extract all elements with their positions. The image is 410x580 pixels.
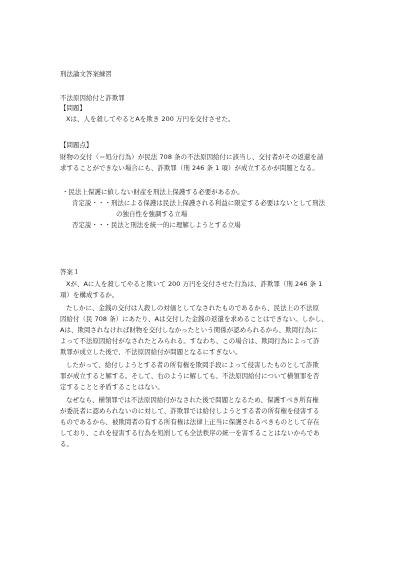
answer-line: したがって、給付しようとする者の所有権を欺罔手段によって侵害したものとして詐欺: [66, 361, 320, 369]
answer-line: 定することと矛盾することはない。: [60, 383, 164, 391]
answer-line: Xが、Aに人を殺してやると欺いて 200 万円を交付させた行為は、詐欺罪（刑 246 条 1: [66, 280, 323, 288]
answer-line: たしかに、金銭の交付は人殺しの対価としてなされたものであるから、民法上の不法原: [66, 304, 320, 312]
issue-heading: 【問題点】: [60, 141, 93, 149]
answer-line: が委託者に認められないのに対して、詐欺罪では給付しようとする者の所有権を侵害する: [60, 407, 320, 415]
theory-line: 肯定説・・・刑法による保護は民法上保護される利益に限定する必要はないとして刑法: [72, 199, 326, 207]
theory-line: 否定説・・・民法と刑法を統一的に理解しようとする立場: [72, 221, 241, 229]
answer-line: 項）を構成するか。: [60, 291, 119, 299]
problem-text: Xは、人を殺してやるとAを欺き 200 万円を交付させた。: [66, 115, 235, 123]
theory-line: ・民法上保護に値しない財産を刑法上保護する必要があるか。: [62, 188, 244, 196]
answer-line: 因給付（民 708 条）にあたり、Aは交付した金銭の返還を求めることはできない。しかし、: [60, 315, 328, 323]
theory-line: の独自性を強調する立場: [116, 210, 188, 218]
answer-line: ものであるから、被欺罔者の有する所有権は法律上正当に保護されるべきものとして存在: [60, 418, 320, 426]
answer-line: なぜなら、横領罪では不法原因給付がなされた後で問題となるため、保護すべき所有権: [66, 396, 319, 404]
document-topic: 不法原因給付と詐欺罪: [60, 94, 125, 102]
answer-line: Aは、欺罔されなければ財物を交付しなかったという関係が認められるから、欺罔行為に: [60, 326, 318, 334]
issue-line: 求することができない場合にも、詐欺罪（刑 246 条 1 項）が成立するかが問題となる。: [60, 164, 319, 172]
answer-line: 欺罪が成立した後で、不法原因給付が問題となるにすぎない。: [60, 348, 242, 356]
answer-line: 罪が成立すると解する。そして、右のように解しても、不法原因給付について横領罪を否: [60, 372, 320, 380]
answer-line: よって不法原因給付がなされたとみられる。すなわち、この場合は、欺罔行為によって詐: [60, 337, 320, 345]
problem-heading: 【問題】: [60, 104, 86, 112]
answer-heading: 答案１: [60, 268, 80, 276]
document-header: 刑法論文答案練習: [60, 70, 112, 78]
answer-line: る。: [60, 440, 73, 448]
answer-line: しており、これを侵害する行為を処罰しても全法秩序の統一を害することはないからであ: [60, 429, 320, 437]
issue-line: 財物の交付（＝処分行為）が民法 708 条の不法原因給付に該当し、交付者がその返還を請: [60, 153, 324, 161]
